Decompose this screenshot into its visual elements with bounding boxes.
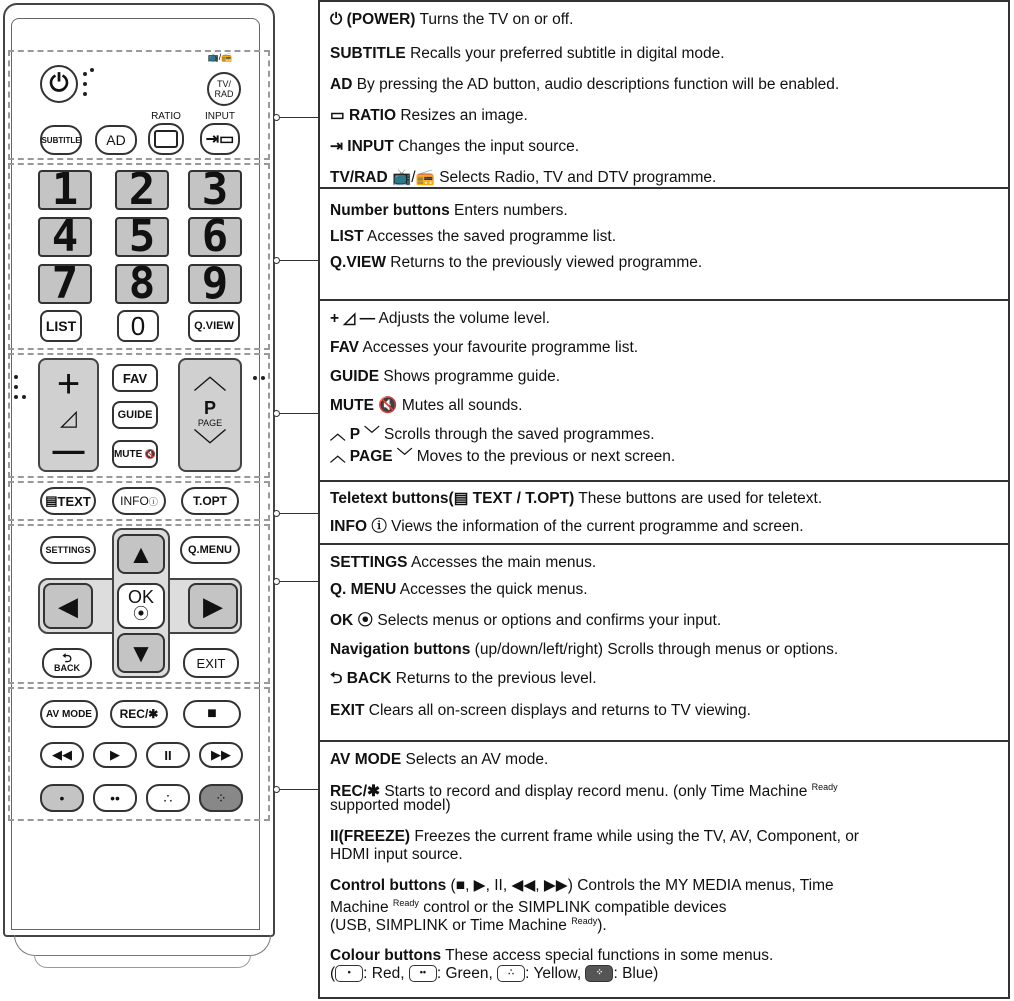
back-label: BACK <box>54 663 80 673</box>
term: ⇥ INPUT <box>330 138 394 155</box>
number-9-button[interactable]: 9 <box>188 264 242 304</box>
description-line <box>330 845 463 864</box>
colour-button-icon: •• <box>409 965 437 982</box>
description-line <box>330 964 658 983</box>
pause-button[interactable]: II <box>146 742 190 768</box>
nav-left-button[interactable]: ◀ <box>43 583 93 629</box>
description-line <box>330 367 560 386</box>
play-button[interactable]: ▶ <box>93 742 137 768</box>
term: ⏻ (POWER) <box>330 11 416 28</box>
info-icon: ⓘ <box>148 496 158 507</box>
term: AV MODE <box>330 751 402 768</box>
term: Number buttons <box>330 202 450 219</box>
superscript: Ready <box>811 782 838 792</box>
t-opt-button[interactable]: T.OPT <box>181 487 239 515</box>
channel-down-button[interactable]: ﹀ <box>193 428 227 466</box>
definition: Returns to the previously viewed programme. <box>385 254 703 271</box>
term: Q. MENU <box>330 581 397 598</box>
description-section <box>320 299 1008 480</box>
blue-button[interactable]: ⁘ <box>199 784 243 812</box>
term: Colour buttons <box>330 947 442 964</box>
description-section <box>320 543 1008 740</box>
text-icon: ▤ <box>45 493 58 508</box>
ratio-button[interactable] <box>148 123 184 155</box>
description-section <box>320 740 1008 999</box>
description-section <box>320 0 1008 187</box>
description-line <box>330 309 550 328</box>
q-view-button[interactable]: Q.VIEW <box>188 310 240 342</box>
term: Teletext buttons(▤ TEXT / T.OPT) <box>330 490 575 507</box>
definition: Enters numbers. <box>449 202 568 219</box>
superscript: Ready <box>392 898 419 908</box>
definition: HDMI input source. <box>330 846 463 863</box>
ok-label: OK <box>127 587 154 607</box>
description-line <box>330 447 675 466</box>
term: LIST <box>330 228 364 245</box>
back-icon: ⮌ <box>62 651 72 665</box>
description-line <box>330 201 568 220</box>
description-line <box>330 338 638 357</box>
tv-rad-button[interactable] <box>207 72 241 106</box>
input-label: INPUT <box>205 111 235 122</box>
button-description-table <box>318 0 1010 999</box>
tv-radio-icon: 📺/📻 <box>207 52 233 62</box>
number-6-button[interactable]: 6 <box>188 217 242 257</box>
colour-button-icon: • <box>335 965 363 982</box>
description-line <box>330 425 655 444</box>
term: + ◿ — <box>330 310 376 327</box>
definition: Accesses your favourite programme list. <box>359 339 639 356</box>
leader-line-6 <box>280 789 318 790</box>
description-line <box>330 137 579 156</box>
definition: (USB, SIMPLINK or Time Machine <box>330 917 572 935</box>
term: TV/RAD <box>330 169 388 186</box>
definition: These buttons are used for teletext. <box>574 490 823 507</box>
description-line <box>330 640 838 659</box>
description-line <box>330 669 597 688</box>
description-line <box>330 253 702 272</box>
description-line <box>330 517 804 536</box>
description-line <box>330 750 548 769</box>
description-line <box>330 489 822 508</box>
leader-line-5 <box>280 581 318 582</box>
av-mode-button[interactable]: AV MODE <box>40 700 98 728</box>
definition-continued: ). <box>597 917 607 935</box>
list-button[interactable]: LIST <box>40 310 82 342</box>
zero-button[interactable]: 0 <box>117 310 159 342</box>
q-menu-button[interactable]: Q.MENU <box>180 536 240 564</box>
settings-button[interactable]: SETTINGS <box>40 536 96 564</box>
back-button[interactable] <box>42 648 92 678</box>
definition: Moves to the previous or next screen. <box>412 448 676 465</box>
leader-line-4 <box>280 513 318 514</box>
volume-icon: ◿ <box>60 405 77 430</box>
input-icon: ⇥▭ <box>205 131 235 148</box>
term: II(FREEZE) <box>330 828 411 845</box>
fav-button[interactable]: FAV <box>112 364 158 392</box>
remote-base-rim <box>34 955 251 968</box>
leader-point-6 <box>273 786 280 793</box>
colour-name: : Red, <box>363 965 409 982</box>
definition: Returns to the previous level. <box>391 670 597 687</box>
description-line <box>330 227 616 246</box>
description-line <box>330 10 573 29</box>
number-7-button[interactable]: 7 <box>38 264 92 304</box>
page-label: PAGE <box>197 418 223 428</box>
description-line <box>330 827 859 846</box>
term: REC/✱ <box>330 783 381 801</box>
subtitle-button[interactable]: SUBTITLE <box>40 125 82 155</box>
description-line <box>330 946 773 965</box>
definition: Selects menus or options and confirms your input. <box>373 612 722 629</box>
superscript: Ready <box>571 916 598 926</box>
leader-point-4 <box>273 510 280 517</box>
definition: These access special functions in some menus. <box>441 947 774 964</box>
definition: By pressing the AD button, audio descriptions function will be enabled. <box>352 76 840 93</box>
definition: 📺/📻 Selects Radio, TV and DTV programme. <box>387 169 717 186</box>
term: SETTINGS <box>330 554 408 571</box>
description-line <box>330 44 725 63</box>
colour-name: : Blue) <box>613 965 659 982</box>
rewind-button[interactable]: ◀◀ <box>40 742 84 768</box>
ok-icon: ⦿ <box>132 606 149 623</box>
leader-point-5 <box>273 578 280 585</box>
description-line <box>330 106 528 125</box>
term: OK ⦿ <box>330 612 374 629</box>
term: INFO ⓘ <box>330 518 387 535</box>
description-section <box>320 187 1008 299</box>
number-2-button[interactable]: 2 <box>115 170 169 210</box>
definition-continued: control or the SIMPLINK compatible devices <box>418 899 727 917</box>
nav-right-button[interactable]: ▶ <box>188 583 238 629</box>
definition: Freezes the current frame while using the TV, AV, Component, or <box>410 828 859 845</box>
input-button[interactable] <box>200 123 240 155</box>
remote-illustration <box>0 0 310 1001</box>
volume-down-button[interactable]: — <box>52 432 85 468</box>
leader-line-3 <box>280 413 318 414</box>
volume-up-button[interactable]: + <box>56 362 81 406</box>
colour-button-icon: ⁘ <box>585 965 613 982</box>
definition: Starts to record and display record menu. (only Time Machine <box>380 783 812 801</box>
definition: Shows programme guide. <box>379 368 561 385</box>
power-button[interactable]: ⏻ <box>40 65 78 103</box>
yellow-button[interactable]: ∴ <box>146 784 190 812</box>
term: Control buttons <box>330 877 447 894</box>
definition: Accesses the main menus. <box>407 554 597 571</box>
ok-button[interactable] <box>117 583 165 629</box>
leader-point-1 <box>273 114 280 121</box>
red-button[interactable]: • <box>40 784 84 812</box>
info-label: INFO <box>120 494 149 508</box>
info-button[interactable] <box>112 487 166 515</box>
term: AD <box>330 76 353 93</box>
description-line <box>330 912 607 935</box>
tv-rad-label-1: TV/ <box>216 79 231 89</box>
definition: Accesses the quick menus. <box>396 581 588 598</box>
term: ▭ RATIO <box>330 107 397 124</box>
definition: Changes the input source. <box>393 138 580 155</box>
nav-down-button[interactable]: ▼ <box>117 633 165 673</box>
rec-button[interactable]: REC/✱ <box>110 700 168 728</box>
tv-rad-label-2: RAD <box>214 89 234 99</box>
definition: Machine <box>330 899 393 917</box>
term: Navigation buttons <box>330 641 471 658</box>
remote-base <box>14 935 271 956</box>
definition: Accesses the saved programme list. <box>363 228 617 245</box>
definition: (up/down/left/right) Scrolls through menus or options. <box>470 641 839 658</box>
description-line <box>330 611 721 630</box>
leader-point-3 <box>273 410 280 417</box>
mute-icon: 🔇 <box>142 448 157 459</box>
term: ⮌ BACK <box>330 670 392 687</box>
definition: Recalls your preferred subtitle in digital mode. <box>405 45 725 62</box>
term: FAV <box>330 339 359 356</box>
definition: Scrolls through the saved programmes. <box>379 426 655 443</box>
p-label: P <box>203 398 216 418</box>
term: EXIT <box>330 702 365 719</box>
description-line <box>330 168 716 187</box>
mute-label: MUTE <box>113 448 143 460</box>
green-button[interactable]: •• <box>93 784 137 812</box>
text-button[interactable] <box>40 487 96 515</box>
description-line <box>330 876 834 895</box>
definition: Adjusts the volume level. <box>375 310 550 327</box>
text-label: TEXT <box>57 493 91 509</box>
channel-up-button[interactable]: ︿ <box>193 358 227 396</box>
colour-name: : Green, <box>436 965 498 982</box>
definition: 🔇 Mutes all sounds. <box>373 397 523 414</box>
mute-button[interactable] <box>112 440 158 468</box>
number-3-button[interactable]: 3 <box>188 170 242 210</box>
number-4-button[interactable]: 4 <box>38 217 92 257</box>
term: MUTE <box>330 397 374 414</box>
stop-button[interactable]: ■ <box>183 700 241 728</box>
number-8-button[interactable]: 8 <box>115 264 169 304</box>
description-line <box>330 580 588 599</box>
number-1-button[interactable]: 1 <box>38 170 92 210</box>
term: ︿ P ﹀ <box>330 426 380 443</box>
description-line <box>330 701 751 720</box>
term: ︿ PAGE ﹀ <box>330 448 413 465</box>
number-5-button[interactable]: 5 <box>115 217 169 257</box>
definition: Turns the TV on or off. <box>415 11 574 28</box>
leader-point-2 <box>273 257 280 264</box>
ratio-label: RATIO <box>151 111 181 122</box>
term: Q.VIEW <box>330 254 386 271</box>
definition: Clears all on-screen displays and returns to TV viewing. <box>364 702 751 719</box>
definition: supported model) <box>330 797 451 814</box>
term: SUBTITLE <box>330 45 406 62</box>
definition: Views the information of the current programme and screen. <box>386 518 804 535</box>
guide-button[interactable]: GUIDE <box>112 401 158 429</box>
colour-name: : Yellow, <box>525 965 586 982</box>
fast-forward-button[interactable]: ▶▶ <box>199 742 243 768</box>
description-line <box>330 796 451 815</box>
description-line <box>330 396 522 415</box>
description-section <box>320 480 1008 543</box>
description-line <box>330 553 596 572</box>
definition: (■, ▶, II, ◀◀, ▶▶) Controls the MY MEDIA menus, Time <box>446 877 834 894</box>
ratio-icon <box>154 130 178 148</box>
definition: Selects an AV mode. <box>401 751 549 768</box>
colour-button-icon: ∴ <box>497 965 525 982</box>
nav-up-button[interactable]: ▲ <box>117 534 165 574</box>
term: GUIDE <box>330 368 380 385</box>
leader-line-1 <box>280 117 318 118</box>
description-line <box>330 75 839 94</box>
definition: Resizes an image. <box>396 107 528 124</box>
ad-button[interactable]: AD <box>95 125 137 155</box>
exit-button[interactable]: EXIT <box>183 648 239 678</box>
leader-line-2 <box>280 260 318 261</box>
colour-key-open: ( <box>330 965 336 982</box>
